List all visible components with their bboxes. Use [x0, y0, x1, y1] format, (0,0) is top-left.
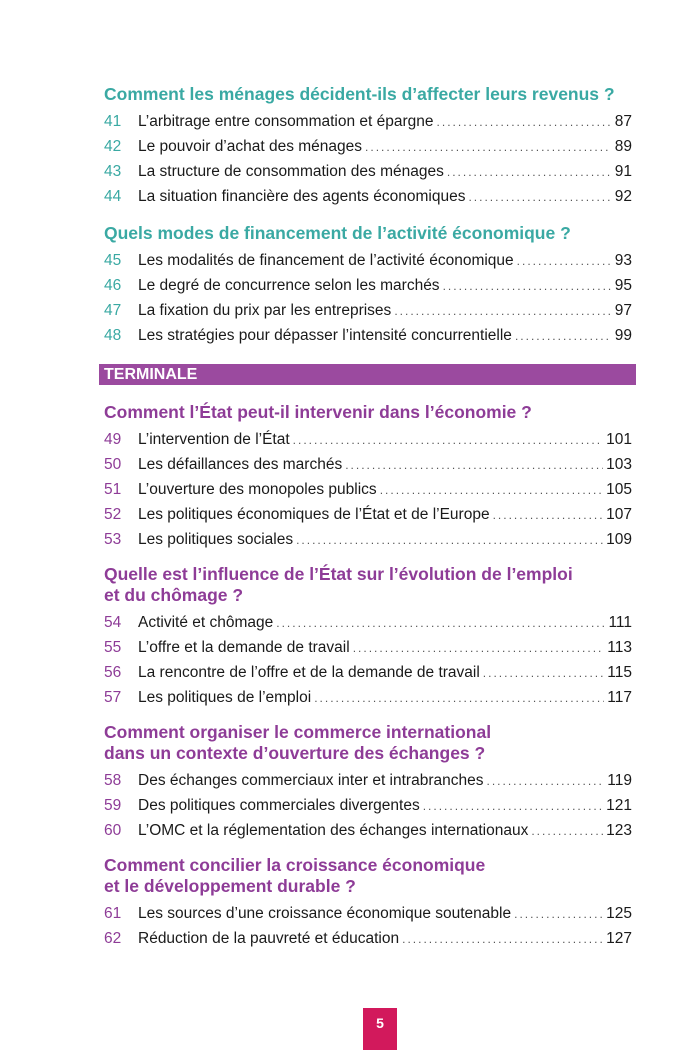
entry-number: 60: [104, 822, 122, 839]
section-heading-line: Quelle est l’influence de l’État sur l’évolution de l’emploi: [104, 564, 573, 584]
entry-page: 103: [606, 456, 632, 473]
entry-page: 111: [608, 614, 632, 631]
section-heading: Quels modes de financement de l’activité économique ?: [104, 223, 571, 243]
entry-title: L’offre et la demande de travail: [138, 639, 350, 656]
entry-page: 97: [614, 302, 632, 319]
entry-title: Les modalités de financement de l’activité économique: [138, 252, 514, 269]
dot-leader: [353, 636, 605, 661]
entry-title: L’arbitrage entre consommation et épargne: [138, 113, 434, 130]
entry-number: 43: [104, 163, 122, 180]
entry-page: 115: [607, 664, 632, 681]
dot-leader: [365, 135, 611, 160]
entry-title: La situation financière des agents économiques: [138, 188, 466, 205]
entry-page: 91: [614, 163, 632, 180]
dot-leader: [443, 274, 611, 299]
entry-page: 93: [614, 252, 632, 269]
entry-page: 107: [606, 506, 632, 523]
entry-number: 55: [104, 639, 122, 656]
entry-number: 49: [104, 431, 122, 448]
toc-entry[interactable]: [104, 273, 632, 298]
dot-leader: [531, 819, 603, 844]
section-heading: [104, 855, 632, 897]
section-heading-line: Comment organiser le commerce international: [104, 722, 492, 742]
section-heading-line: et le développement durable ?: [104, 876, 356, 896]
entry-number: 54: [104, 614, 122, 631]
entry-title: Les stratégies pour dépasser l’intensité concurrentielle: [138, 327, 512, 344]
entry-number: 50: [104, 456, 122, 473]
terminale-banner: TERMINALE: [99, 364, 636, 385]
entry-title: Activité et chômage: [138, 614, 274, 631]
page-number-badge: 5: [363, 1008, 397, 1050]
toc-entry[interactable]: [104, 660, 632, 685]
toc-entry[interactable]: [104, 109, 632, 134]
entry-page: 87: [614, 113, 632, 130]
toc-entry[interactable]: [104, 610, 632, 635]
entry-page: 123: [606, 822, 632, 839]
entry-page: 119: [607, 772, 632, 789]
dot-leader: [483, 661, 604, 686]
entry-page: 105: [606, 481, 632, 498]
entry-page: 95: [614, 277, 632, 294]
entry-title: Les politiques économiques de l’État et de l’Europe: [138, 506, 490, 523]
toc-entry[interactable]: [104, 298, 632, 323]
toc-entry[interactable]: [104, 477, 632, 502]
toc-entry[interactable]: [104, 527, 632, 552]
section-heading-line: Comment concilier la croissance économique: [104, 855, 486, 875]
dot-leader: [423, 794, 603, 819]
entry-title: Le degré de concurrence selon les marchés: [138, 277, 440, 294]
toc-entry[interactable]: [104, 323, 632, 348]
entry-title: Les défaillances des marchés: [138, 456, 343, 473]
entry-number: 51: [104, 481, 122, 498]
entry-title: Réduction de la pauvreté et éducation: [138, 930, 400, 947]
section-heading: Comment l’État peut-il intervenir dans l’économie ?: [104, 402, 532, 422]
toc-entry[interactable]: [104, 248, 632, 273]
dot-leader: [293, 428, 603, 453]
section-heading-line: et du chômage ?: [104, 585, 244, 605]
toc-entry[interactable]: [104, 184, 632, 209]
entry-page: 99: [614, 327, 632, 344]
toc-entry[interactable]: [104, 502, 632, 527]
entry-number: 53: [104, 531, 122, 548]
dot-leader: [437, 110, 611, 135]
dot-leader: [314, 686, 604, 711]
toc-entry[interactable]: [104, 134, 632, 159]
entry-title: Les politiques sociales: [138, 531, 294, 548]
dot-leader: [296, 528, 603, 553]
entry-title: L’intervention de l’État: [138, 431, 290, 448]
entry-page: 89: [614, 138, 632, 155]
dot-leader: [515, 324, 611, 349]
entry-page: 113: [607, 639, 632, 656]
section-heading: Comment les ménages décident-ils d’affecter leurs revenus ?: [104, 84, 615, 104]
entry-title: La fixation du prix par les entreprises: [138, 302, 392, 319]
dot-leader: [380, 478, 603, 503]
entry-page: 127: [606, 930, 632, 947]
entry-number: 52: [104, 506, 122, 523]
entry-number: 44: [104, 188, 122, 205]
section-heading: [104, 722, 632, 764]
entry-number: 48: [104, 327, 122, 344]
entry-title: Des politiques commerciales divergentes: [138, 797, 420, 814]
dot-leader: [514, 902, 603, 927]
entry-number: 59: [104, 797, 122, 814]
dot-leader: [517, 249, 611, 274]
toc-entry[interactable]: [104, 793, 632, 818]
entry-page: 109: [606, 531, 632, 548]
entry-number: 41: [104, 113, 122, 130]
entry-title: L’ouverture des monopoles publics: [138, 481, 377, 498]
toc-entry[interactable]: [104, 452, 632, 477]
section-heading: [104, 564, 632, 606]
entry-title: L’OMC et la réglementation des échanges internationaux: [138, 822, 529, 839]
dot-leader: [468, 185, 611, 210]
entry-number: 47: [104, 302, 122, 319]
toc-entry[interactable]: [104, 635, 632, 660]
toc-entry[interactable]: [104, 901, 632, 926]
toc-entry[interactable]: [104, 159, 632, 184]
entry-number: 45: [104, 252, 122, 269]
entry-title: Les politiques de l’emploi: [138, 689, 312, 706]
entry-number: 56: [104, 664, 122, 681]
toc-entry[interactable]: [104, 926, 632, 951]
entry-number: 46: [104, 277, 122, 294]
entry-number: 62: [104, 930, 122, 947]
dot-leader: [493, 503, 604, 528]
section-heading-line: dans un contexte d’ouverture des échanges ?: [104, 743, 486, 763]
entry-title: Les sources d’une croissance économique soutenable: [138, 905, 512, 922]
entry-number: 57: [104, 689, 122, 706]
entry-title: La rencontre de l’offre et de la demande de travail: [138, 664, 480, 681]
dot-leader: [345, 453, 603, 478]
entry-number: 58: [104, 772, 122, 789]
toc-entry[interactable]: [104, 768, 632, 793]
entry-title: Des échanges commerciaux inter et intrabranches: [138, 772, 484, 789]
toc-entry[interactable]: [104, 685, 632, 710]
toc-entry[interactable]: [104, 818, 632, 843]
table-of-contents-bottom: [104, 402, 632, 951]
toc-entry[interactable]: [104, 427, 632, 452]
entry-page: 117: [607, 689, 632, 706]
entry-title: Le pouvoir d’achat des ménages: [138, 138, 363, 155]
table-of-contents-top: [104, 84, 632, 348]
dot-leader: [402, 927, 603, 952]
entry-page: 101: [606, 431, 632, 448]
dot-leader: [276, 611, 605, 636]
entry-title: La structure de consommation des ménages: [138, 163, 444, 180]
entry-number: 61: [104, 905, 122, 922]
entry-page: 125: [606, 905, 632, 922]
dot-leader: [486, 769, 604, 794]
entry-page: 92: [614, 188, 632, 205]
entry-number: 42: [104, 138, 122, 155]
dot-leader: [394, 299, 611, 324]
entry-page: 121: [606, 797, 632, 814]
dot-leader: [447, 160, 611, 185]
